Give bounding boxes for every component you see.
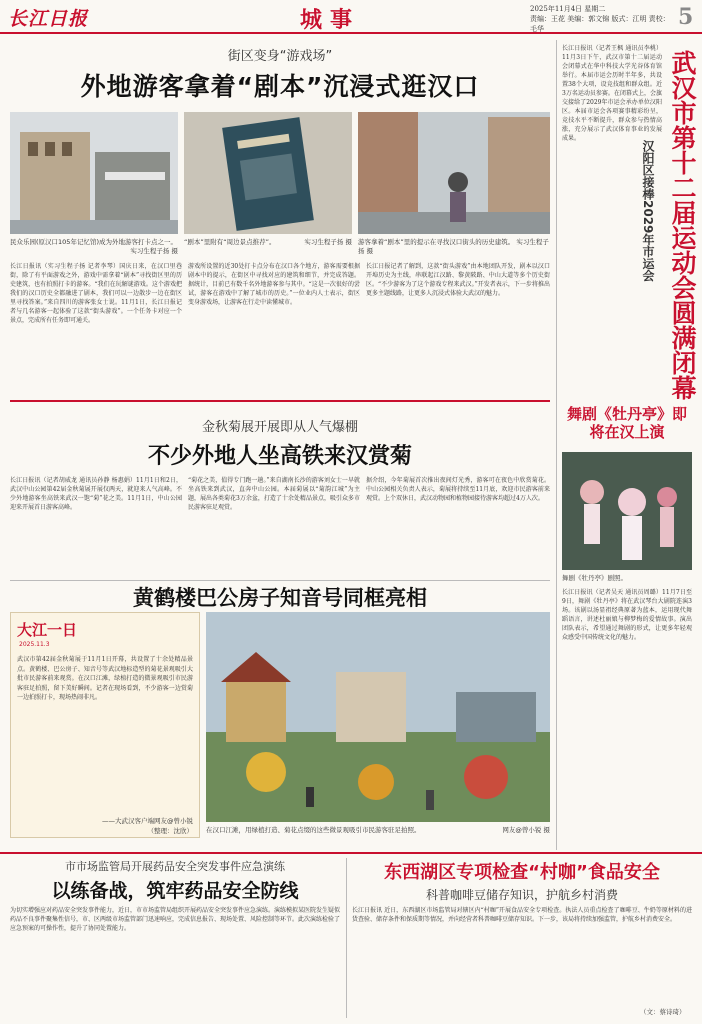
photo-credit: 网友@曾小锐 摄 [502,826,550,834]
story5-subtitle: 科普咖啡豆储存知识，护航乡村消费 [425,888,618,902]
daily-box-text: 武汉市第42届金秋菊展于11月1日开幕，共设置了十余处精品景点。黄鹤楼、巴公房子、知音号等武汉地标造型的菊花景观吸引大批市民游客前来观赏。在汉口江滩，绿植打造的微景观吸引市民游客驻足拍照，留下美好瞬间。记者在现场看到，不少游客一边赏菊一边拍照打卡，现场热闹非凡。 [17,656,193,701]
story3-photo [206,612,550,822]
story1-photo2-caption [184,238,352,247]
daily-box-editor: （整理：沈欣） [147,827,193,835]
sidebar1-subtitle: 汉阳区接棒2029年市运会 [641,140,655,282]
sidebar1-text: 长江日报讯（记者王枫 通讯员李桃）11月3日下午，武汉市第十二届运动会闭幕式在华中科技大学光谷体育馆举行。本届市运会历时半年多，共设置38个大项，设竞技组和群众组。近3万名运动员参赛。在闭幕式上，会旗交接给了2029年市运会承办单位汉阳区。本届市运会各项赛事精彩纷呈，竞技水平不断提升，群众参与热情高涨，充分展示了武汉体育事业的发展成果。 [562,45,662,142]
dance-stage-photo-icon [562,452,692,570]
story2-column-2: “菊花之美，值得专门跑一趟。”来自湖南长沙的游客刘女士一早就坐高铁来到武汉，直奔中山公园。本届菊展以“菊韵江城”为主题，展出各类菊花3万余盆，打造了十余处精品景点，吸引众多市民游客驻足观赏。 [188,477,360,511]
dateline [530,4,670,34]
daily-box-date: 2025.11.3 [19,641,50,648]
story1-headline [10,45,550,103]
story3-photo-caption [206,826,550,835]
story1-photo-1 [10,112,178,234]
story2-column-3: 据介绍，今年菊展首次推出夜间灯光秀，游客可在夜色中欣赏菊花。中山公园相关负责人表示，菊展将持续至11月底，欢迎市民游客前来观赏。上个双休日，武汉动物园和植物园接待游客均超过4万人次。 [366,477,550,502]
sidebar2-text: 长江日报讯（记者吴天 通讯员周璐）11月7日至9日，舞剧《牡丹亭》将在武汉琴台大剧院连演3场。该剧以汤显祖经典原著为蓝本，运用现代舞蹈语言，讲述杜丽娘与柳梦梅的爱情故事。演出团队表示，希望通过舞剧的形式，让更多年轻观众感受中国传统文化的魅力。 [562,589,692,641]
section-divider [10,400,550,402]
divider [10,580,550,581]
story1-photo-3 [358,112,550,234]
column-divider [556,40,557,850]
story3-title: 黄鹤楼巴公房子知音号同框亮相 [133,586,427,610]
caption-text: 游客拿着“剧本”里的提示在寻找汉口街头的历史建筑。 [358,238,515,246]
story2-title: 不少外地人坐高铁来汉赏菊 [147,444,412,469]
bottom-divider [0,852,702,854]
daily-box [10,612,200,838]
story1-photo-2 [184,112,352,234]
story4-headline [10,858,340,903]
story5-credit: （文：蔡诗琦） [640,1008,686,1016]
page-number: 5 [678,4,694,30]
riverside-garden-photo-icon [206,612,550,822]
photo-credit: 实习生程子扬 摄 [358,238,549,255]
story5-text: 长江日报讯 近日，东西湖区市场监管局对辖区内“村咖”开展食品安全专项检查。执法人员重点检查了咖啡豆、牛奶等原材料的进货查验、储存条件和保质期等情况，并向经营者科普咖啡豆储存知识。下一步，该局将持续加强监管，护航乡村消费安全。 [352,907,692,923]
story4-text: 为切实增强应对药品安全突发事件能力，近日，市市场监管局组织开展药品安全突发事件应急演练。演练模拟某医院发生疑似药品不良事件聚集性信号，市、区两级市场监管部门迅速响应，完成信息报告、现场处置、风险控制等环节。此次演练检验了应急预案的可操作性，提升了协同处置能力。 [10,907,340,932]
sidebar1-title: 武汉市第十二届运动会圆满闭幕 [668,50,697,400]
sidebar2-title: 舞剧《牡丹亭》即将在汉上演 [566,405,687,441]
photo-credit: 实习生程子扬 摄 [130,247,178,255]
publication-date: 2025年11月4日 星期二 [530,5,606,13]
story1-column-3: 长江日报记者了解到，这款“街头游戏”由本地团队开发，剧本以汉口开埠历史为主线，串联起江汉路、黎黄陂路、中山大道等多个历史街区。“不少游客为了这个游戏专程来武汉。”开发者表示，下一步将推出更多主题线路，让更多人沉浸式体验大武汉的魅力。 [366,263,550,297]
building-photo-icon [10,112,178,234]
sidebar2-photo-caption: 舞剧《牡丹亭》剧照。 [562,574,627,582]
script-booklet-photo-icon [184,112,352,234]
sidebar2-photo [562,452,692,570]
story2-column-1: 长江日报讯（记者胡威龙 通讯员孙静 杨惠娟）11月1日和2日，武汉中山公园第42届金秋菊展开展仅两天，就迎来人气高峰。不少外地游客坐高铁来武汉一饱“菊”花之美。11月1日，中山公园迎来开展首日游客高峰。 [10,477,182,511]
story1-photo3-caption [358,238,550,256]
story5-headline [352,858,692,903]
story1-title: 外地游客拿着“剧本”沉浸式逛汉口 [80,72,480,101]
story2-headline [10,416,550,470]
story5-title: 东西湖区专项检查“村咖”食品安全 [384,862,660,883]
section-title: 城事 [300,7,361,33]
story4-kicker: 市市场监管局开展药品安全突发事件应急演练 [65,860,285,873]
story1-kicker: 街区变身“游戏场” [227,49,333,64]
caption-text: 在汉口江滩，用绿植打造、菊花点缀的这些微景观吸引市民游客驻足拍照。 [206,826,421,834]
newspaper-logo: 长江日报 [8,8,89,30]
photo-credit: 实习生程子扬 摄 [304,238,352,246]
story2-kicker: 金秋菊展开展即从人气爆棚 [201,420,358,435]
daily-box-credit: ——大武汉客户端网友@曾小锐 [102,817,193,825]
caption-text: 民众乐园(原汉口105年记忆馆)成为外地游客打卡点之一。 [10,238,177,246]
daily-box-label: 大江一日 [17,621,78,639]
editor-credits: 责编：王花 美编：郭文锦 版式：江明 责校：毛华 [530,15,670,33]
column-divider [346,858,347,1018]
story1-column-2: 游戏所设置的近30处打卡点分布在汉口各个地方，游客需要根据剧本中的提示，在街区中寻找对应的建筑和细节，并完成答题。据统计，目前已有数千名外地游客参与其中。“这是一次很好的尝试，游客在游戏中了解了城市的历史。”一位业内人士表示，街区变身游戏场，让游客在行走中读懂城市。 [188,263,360,306]
caption-text: “剧本”里附有“周边景点推荐”。 [184,238,276,246]
story1-photo1-caption [10,238,178,256]
street-scene-photo-icon [358,112,550,234]
story4-title: 以练备战，筑牢药品安全防线 [51,880,299,902]
story1-column-1: 长江日报讯（实习生程子扬 记者李琴）国庆日来，在汉口里巷街，除了有平面游戏之外，游戏中需拿着“剧本”寻找街区里的历史建筑，也有拍照打卡的游客。“我们在玩解谜游戏。这个游戏把我们的汉口历史全都融进了剧本，我们可以一边散步一边在街区里寻找答案。”来自四川的游客张女士说。11月1日，长江日报记者与几名游客一起体验了这款“街头游戏”。一个任务卡对应一个景点，完成所有任务即可通关。 [10,263,182,324]
